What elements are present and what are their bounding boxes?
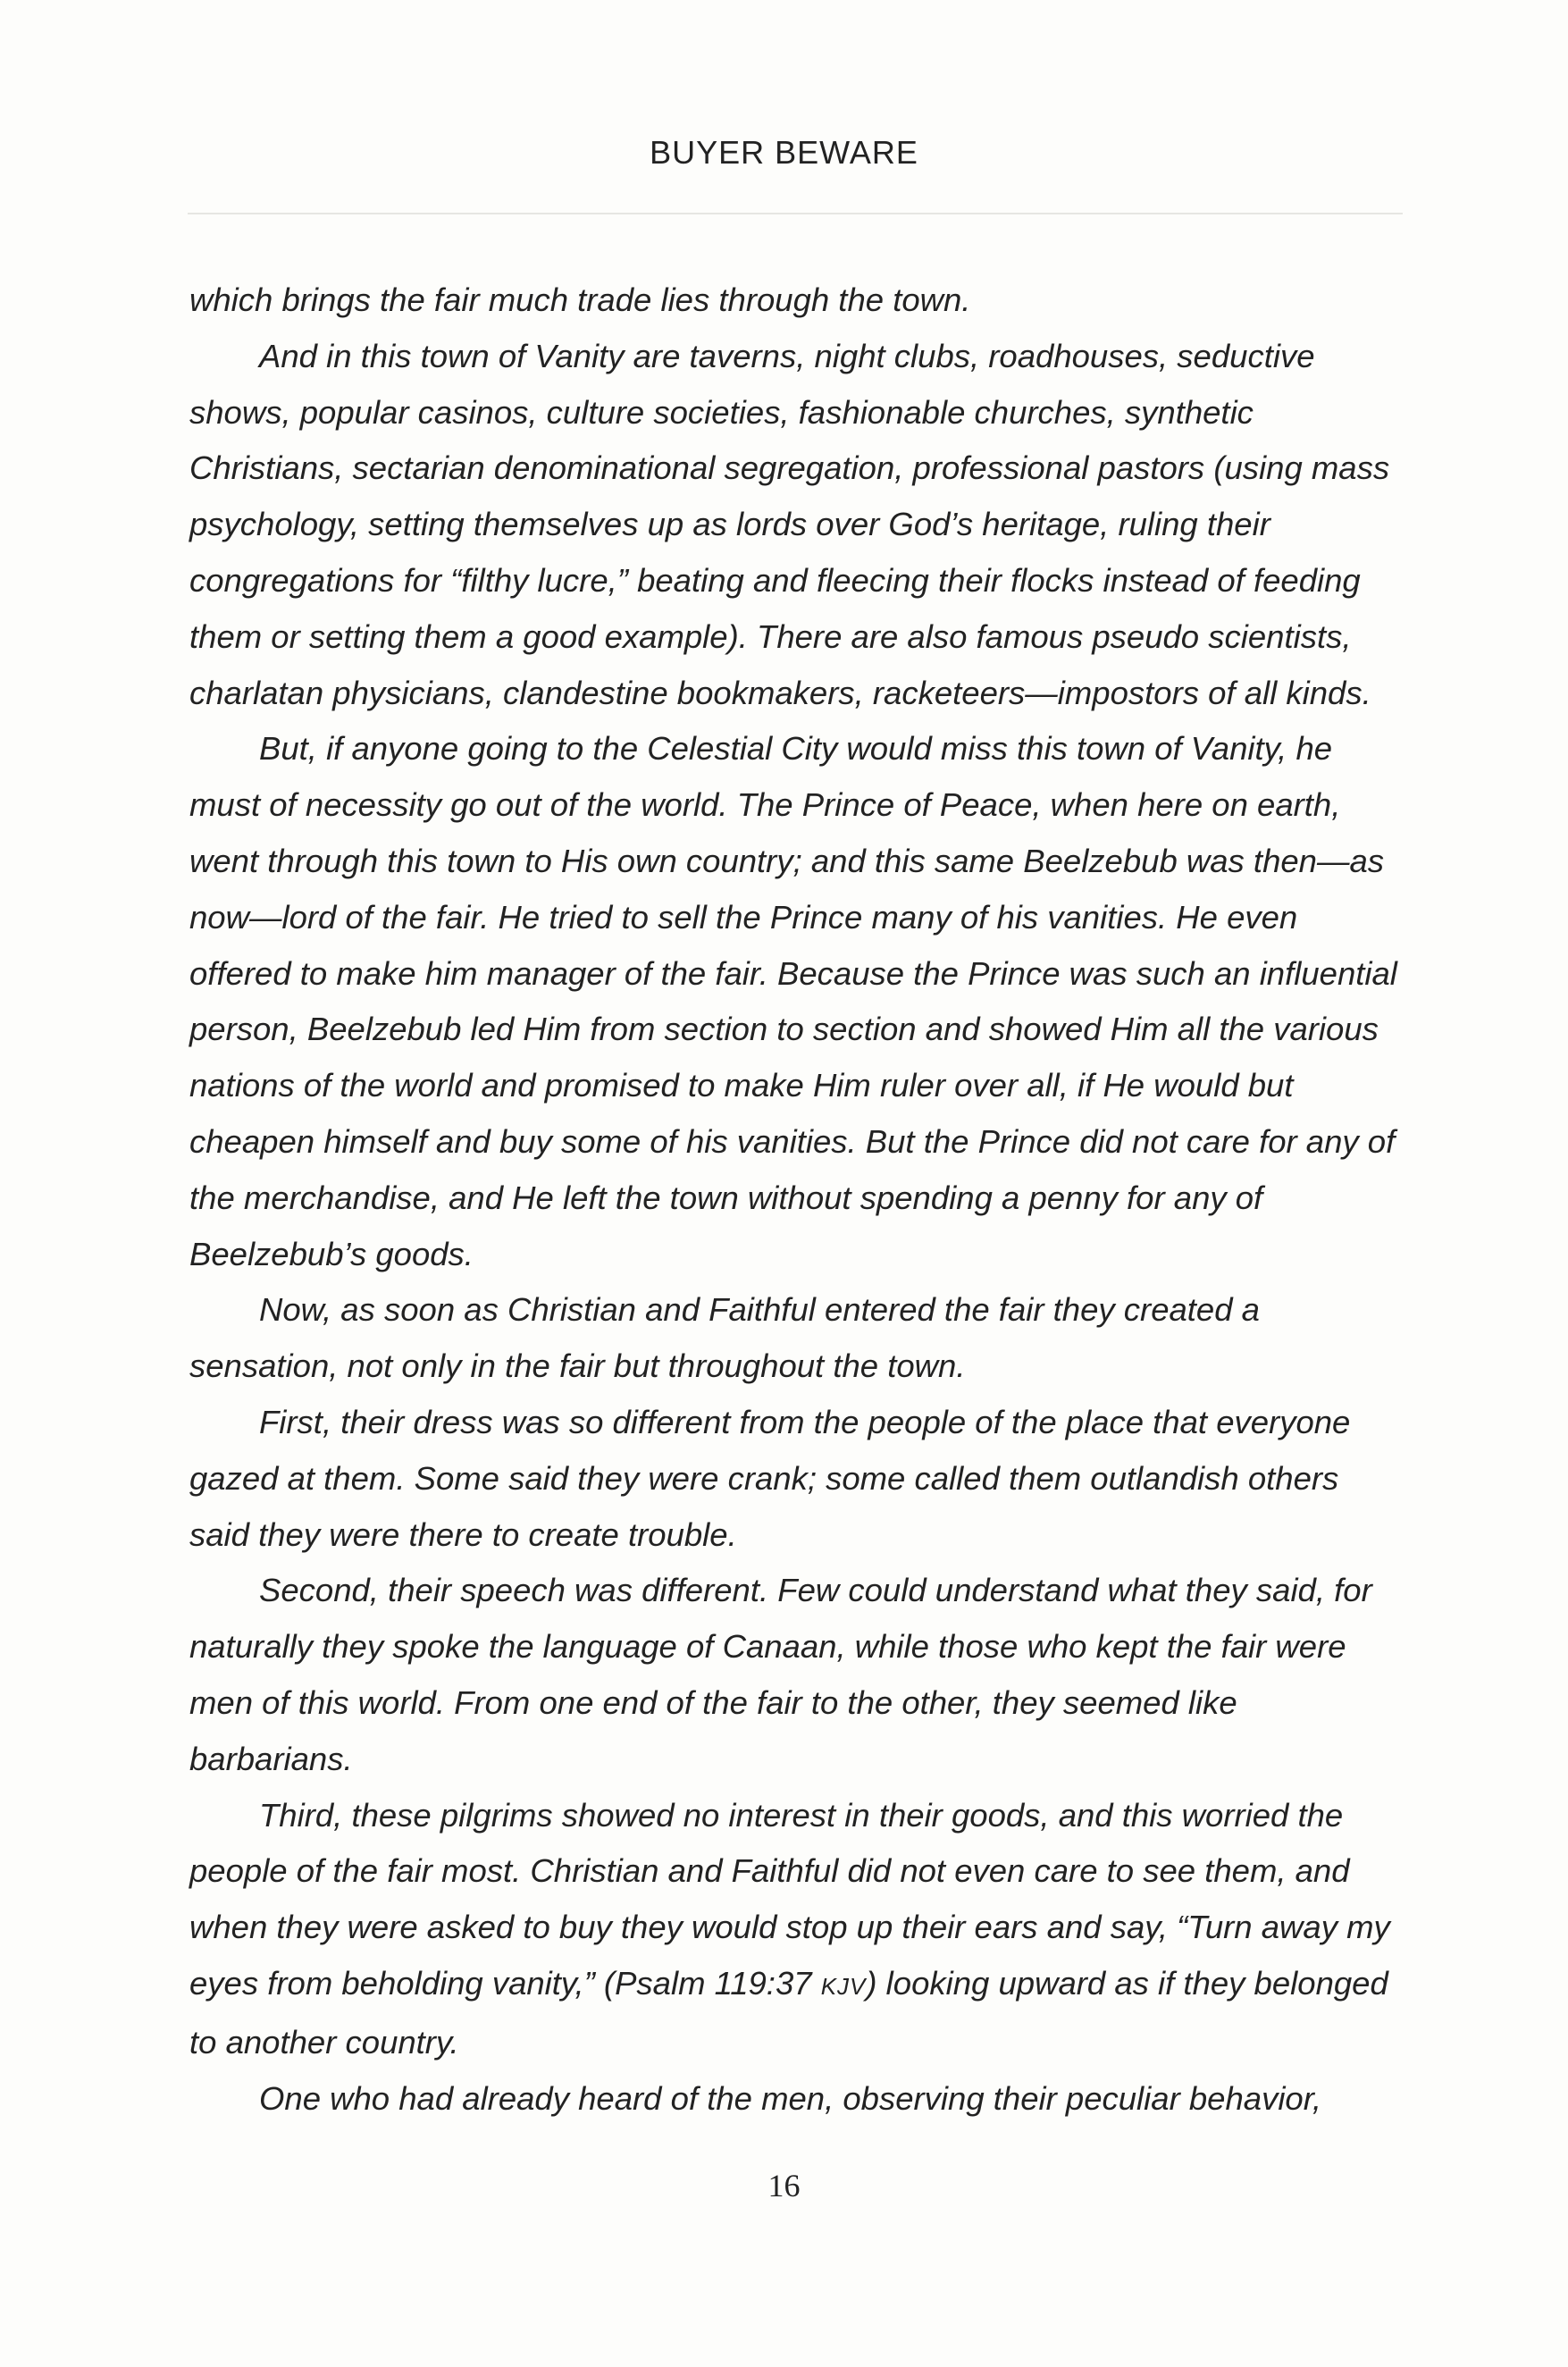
paragraph-third-text-before: Third, these pilgrims showed no interest in their goods, and this worried the people of the fair most. Christian and Faithful did not even care to see them, and when they were asked to buy they would stop up their ears and say, “Turn away my eyes from beholding vanity,” (Psalm 119:37 xyxy=(189,1796,1390,2002)
body-text xyxy=(189,273,1397,2127)
running-head: BUYER BEWARE xyxy=(650,134,918,171)
header-rule xyxy=(188,213,1403,214)
paragraph-second-speech: Second, their speech was different. Few could understand what they said, for naturally they spoke the language of Canaan, while those who kept the fair were men of this world. From one end of the fair to the other, they seemed like barbarians. xyxy=(189,1572,1372,1777)
paragraph-continuation: which brings the fair much trade lies through the town. xyxy=(189,281,971,318)
paragraph-first-dress: First, their dress was so different from the people of the place that everyone gazed at them. Some said they were crank; some called them outlandish others said they were there to create trouble. xyxy=(189,1403,1351,1553)
paragraph-prince-of-peace: But, if anyone going to the Celestial City would miss this town of Vanity, he must of necessity go out of the world. The Prince of Peace, when here on earth, went through this town to His own country; and this same Beelzebub was then—as now—lord of the fair. He tried to sell the Prince many of his vanities. He even offered to make him manager of the fair. Because the Prince was such an influential person, Beelzebub led Him from section to section and showed Him all the various nations of the world and promised to make Him ruler over all, if He would but cheapen himself and buy some of his vanities. But the Prince did not care for any of the merchandise, and He left the town without spending a penny for any of Beelzebub’s goods. xyxy=(189,730,1397,1272)
paragraph-third-text-after: ) looking upward as if they belonged to another country. xyxy=(189,1964,1388,2061)
paragraph-observer: One who had already heard of the men, observing their peculiar behavior, xyxy=(259,2079,1322,2117)
bible-version-abbreviation: KJV xyxy=(820,1972,867,2000)
paragraph-third-goods xyxy=(189,1788,1397,2071)
paragraph-vanity-town: And in this town of Vanity are taverns, night clubs, roadhouses, seductive shows, popular casinos, culture societies, fashionable churches, synthetic Christians, sectarian denominational segregation, professional pastors (using mass psychology, setting themselves up as lords over God’s heritage, ruling their congregations for “filthy lucre,” beating and fleecing their flocks instead of feeding them or setting them a good example). There are also famous pseudo scientists, charlatan physicians, clandestine bookmakers, racketeers—impostors of all kinds. xyxy=(189,337,1390,711)
page-number: 16 xyxy=(767,2168,801,2203)
paragraph-sensation: Now, as soon as Christian and Faithful entered the fair they created a sensation, not only in the fair but throughout the town. xyxy=(189,1291,1260,1385)
